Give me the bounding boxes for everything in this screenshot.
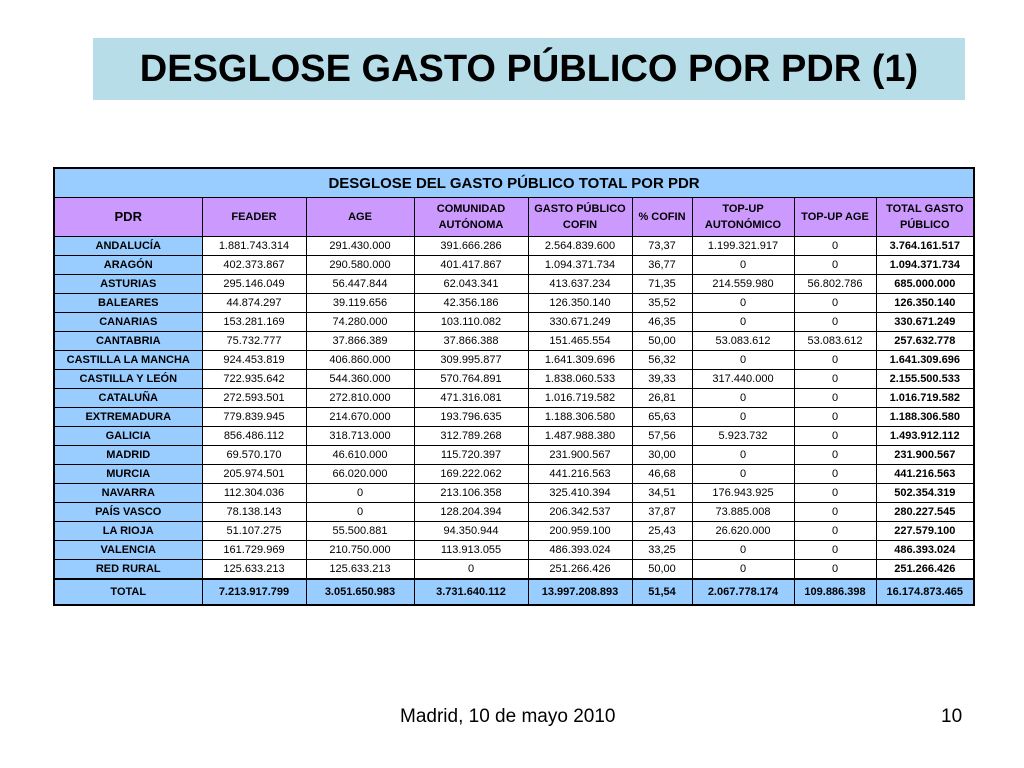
table-cell: 36,77: [632, 256, 692, 275]
table-cell: 1.199.321.917: [692, 237, 794, 256]
row-region-label: MURCIA: [54, 465, 202, 484]
table-cell: 0: [794, 541, 876, 560]
row-total-cell: 502.354.319: [876, 484, 974, 503]
table-cell: 317.440.000: [692, 370, 794, 389]
table-cell: 231.900.567: [528, 446, 632, 465]
table-cell: 272.593.501: [202, 389, 306, 408]
header-age: AGE: [306, 198, 414, 237]
table-cell: 113.913.055: [414, 541, 528, 560]
table-cell: 0: [692, 389, 794, 408]
table-cell: 2.564.839.600: [528, 237, 632, 256]
table-row: [54, 408, 974, 427]
table-cell: 33,25: [632, 541, 692, 560]
table-row: [54, 370, 974, 389]
header-pdr: PDR: [54, 198, 202, 237]
row-total-cell: 3.764.161.517: [876, 237, 974, 256]
row-total-cell: 1.094.371.734: [876, 256, 974, 275]
row-total-cell: 1.493.912.112: [876, 427, 974, 446]
table-cell: 37.866.388: [414, 332, 528, 351]
table-cell: 856.486.112: [202, 427, 306, 446]
table-cell: 406.860.000: [306, 351, 414, 370]
table-cell: 56.447.844: [306, 275, 414, 294]
table-cell: 56.802.786: [794, 275, 876, 294]
total-comunidad-autonoma: 3.731.640.112: [414, 579, 528, 605]
table-cell: 73.885.008: [692, 503, 794, 522]
table-cell: 214.559.980: [692, 275, 794, 294]
row-region-label: ARAGÓN: [54, 256, 202, 275]
table-cell: 151.465.554: [528, 332, 632, 351]
table-cell: 0: [692, 465, 794, 484]
table-cell: 0: [306, 484, 414, 503]
page-number: 10: [941, 706, 963, 727]
row-total-cell: 1.641.309.696: [876, 351, 974, 370]
table-cell: 103.110.082: [414, 313, 528, 332]
table-cell: 0: [692, 313, 794, 332]
table-cell: 0: [794, 313, 876, 332]
table-cell: 42.356.186: [414, 294, 528, 313]
table-cell: 125.633.213: [306, 560, 414, 580]
table-cell: 55.500.881: [306, 522, 414, 541]
table-cell: 34,51: [632, 484, 692, 503]
table-cell: 71,35: [632, 275, 692, 294]
table-cell: 56,32: [632, 351, 692, 370]
table-cell: 441.216.563: [528, 465, 632, 484]
total-feader: 7.213.917.799: [202, 579, 306, 605]
table-cell: 39,33: [632, 370, 692, 389]
table-cell: 924.453.819: [202, 351, 306, 370]
row-total-cell: 1.016.719.582: [876, 389, 974, 408]
row-total-cell: 251.266.426: [876, 560, 974, 580]
row-region-label: PAÍS VASCO: [54, 503, 202, 522]
table-cell: 53.083.612: [794, 332, 876, 351]
table-row: [54, 237, 974, 256]
table-cell: 413.637.234: [528, 275, 632, 294]
table-cell: 193.796.635: [414, 408, 528, 427]
table-caption: DESGLOSE DEL GASTO PÚBLICO TOTAL POR PDR: [54, 168, 974, 198]
table-cell: 44.874.297: [202, 294, 306, 313]
table-cell: 65,63: [632, 408, 692, 427]
table-cell: 0: [794, 408, 876, 427]
table-cell: 0: [692, 541, 794, 560]
table-row: [54, 427, 974, 446]
table-cell: 295.146.049: [202, 275, 306, 294]
table-cell: 0: [692, 446, 794, 465]
row-region-label: CASTILLA Y LEÓN: [54, 370, 202, 389]
row-total-cell: 441.216.563: [876, 465, 974, 484]
table-cell: 115.720.397: [414, 446, 528, 465]
table-cell: 471.316.081: [414, 389, 528, 408]
table-cell: 51.107.275: [202, 522, 306, 541]
row-total-cell: 486.393.024: [876, 541, 974, 560]
table-cell: 0: [794, 427, 876, 446]
table-row: [54, 351, 974, 370]
table-cell: 312.789.268: [414, 427, 528, 446]
table-cell: 325.410.394: [528, 484, 632, 503]
table-row: [54, 294, 974, 313]
row-region-label: CANARIAS: [54, 313, 202, 332]
table-row: [54, 256, 974, 275]
table-cell: 251.266.426: [528, 560, 632, 580]
table-cell: 206.342.537: [528, 503, 632, 522]
table-row: [54, 275, 974, 294]
table-cell: 50,00: [632, 560, 692, 580]
table-cell: 153.281.169: [202, 313, 306, 332]
row-total-cell: 280.227.545: [876, 503, 974, 522]
table-cell: 57,56: [632, 427, 692, 446]
total-pct-cofin: 51,54: [632, 579, 692, 605]
table-row: [54, 484, 974, 503]
row-region-label: EXTREMADURA: [54, 408, 202, 427]
table-cell: 0: [794, 446, 876, 465]
table-cell: 53.083.612: [692, 332, 794, 351]
table-cell: 0: [794, 351, 876, 370]
table-cell: 779.839.945: [202, 408, 306, 427]
table-cell: 0: [794, 389, 876, 408]
table-cell: 169.222.062: [414, 465, 528, 484]
table-cell: 73,37: [632, 237, 692, 256]
table-cell: 66.020.000: [306, 465, 414, 484]
table-cell: 62.043.341: [414, 275, 528, 294]
table-cell: 0: [692, 560, 794, 580]
header-feader: FEADER: [202, 198, 306, 237]
table-cell: 176.943.925: [692, 484, 794, 503]
table-cell: 213.106.358: [414, 484, 528, 503]
table-cell: 46,35: [632, 313, 692, 332]
table-cell: 272.810.000: [306, 389, 414, 408]
row-total-cell: 2.155.500.533: [876, 370, 974, 389]
table-total-row: [54, 579, 974, 605]
table-cell: 37.866.389: [306, 332, 414, 351]
table-body: [54, 237, 974, 580]
table-cell: 290.580.000: [306, 256, 414, 275]
total-top-up-age: 109.886.398: [794, 579, 876, 605]
table-cell: 214.670.000: [306, 408, 414, 427]
total-gasto-publico-cofin: 13.997.208.893: [528, 579, 632, 605]
table-cell: 722.935.642: [202, 370, 306, 389]
table-cell: 112.304.036: [202, 484, 306, 503]
table-cell: 0: [794, 503, 876, 522]
table-row: [54, 389, 974, 408]
table-cell: 126.350.140: [528, 294, 632, 313]
table-cell: 46.610.000: [306, 446, 414, 465]
header-gasto-publico-cofin: GASTO PÚBLICO COFIN: [528, 198, 632, 237]
table-row: [54, 522, 974, 541]
table-cell: 309.995.877: [414, 351, 528, 370]
table-cell: 0: [692, 351, 794, 370]
table-cell: 26,81: [632, 389, 692, 408]
table-cell: 0: [794, 370, 876, 389]
total-top-up-autonomico: 2.067.778.174: [692, 579, 794, 605]
row-total-cell: 126.350.140: [876, 294, 974, 313]
row-region-label: NAVARRA: [54, 484, 202, 503]
table-cell: 5.923.732: [692, 427, 794, 446]
table-cell: 25,43: [632, 522, 692, 541]
table-cell: 210.750.000: [306, 541, 414, 560]
total-gasto-publico: 16.174.873.465: [876, 579, 974, 605]
table-cell: 0: [692, 408, 794, 427]
table-cell: 200.959.100: [528, 522, 632, 541]
table-cell: 1.641.309.696: [528, 351, 632, 370]
row-region-label: CASTILLA LA MANCHA: [54, 351, 202, 370]
table-cell: 205.974.501: [202, 465, 306, 484]
table-cell: 1.094.371.734: [528, 256, 632, 275]
table-cell: 291.430.000: [306, 237, 414, 256]
table-cell: 39.119.656: [306, 294, 414, 313]
table-cell: 391.666.286: [414, 237, 528, 256]
table-cell: 1.487.988.380: [528, 427, 632, 446]
table-cell: 1.016.719.582: [528, 389, 632, 408]
table-cell: 35,52: [632, 294, 692, 313]
row-region-label: MADRID: [54, 446, 202, 465]
row-total-cell: 685.000.000: [876, 275, 974, 294]
slide-title-box: [93, 38, 965, 100]
table-cell: 0: [794, 256, 876, 275]
header-total-gasto-publico: TOTAL GASTO PÚBLICO: [876, 198, 974, 237]
footer-date: Madrid, 10 de mayo 2010: [400, 706, 616, 727]
row-region-label: BALEARES: [54, 294, 202, 313]
table-cell: 1.188.306.580: [528, 408, 632, 427]
table-cell: 128.204.394: [414, 503, 528, 522]
total-label: TOTAL: [54, 579, 202, 605]
table-row: [54, 332, 974, 351]
table-cell: 50,00: [632, 332, 692, 351]
table-cell: 544.360.000: [306, 370, 414, 389]
table-row: [54, 313, 974, 332]
table-cell: 78.138.143: [202, 503, 306, 522]
table-cell: 402.373.867: [202, 256, 306, 275]
table-cell: 0: [692, 256, 794, 275]
header-pct-cofin: % COFIN: [632, 198, 692, 237]
table-cell: 161.729.969: [202, 541, 306, 560]
row-region-label: LA RIOJA: [54, 522, 202, 541]
table-cell: 570.764.891: [414, 370, 528, 389]
table-row: [54, 465, 974, 484]
table-cell: 26.620.000: [692, 522, 794, 541]
row-region-label: RED RURAL: [54, 560, 202, 580]
table-cell: 30,00: [632, 446, 692, 465]
table-cell: 69.570.170: [202, 446, 306, 465]
table-row: [54, 446, 974, 465]
table-cell: 0: [306, 503, 414, 522]
table-cell: 125.633.213: [202, 560, 306, 580]
table-cell: 75.732.777: [202, 332, 306, 351]
table-cell: 0: [794, 522, 876, 541]
row-region-label: CANTABRIA: [54, 332, 202, 351]
table-cell: 330.671.249: [528, 313, 632, 332]
table-cell: 37,87: [632, 503, 692, 522]
table-cell: 0: [794, 294, 876, 313]
table-cell: 1.838.060.533: [528, 370, 632, 389]
row-total-cell: 231.900.567: [876, 446, 974, 465]
table-cell: 0: [692, 294, 794, 313]
table-cell: 0: [794, 560, 876, 580]
table-cell: 0: [794, 465, 876, 484]
row-region-label: GALICIA: [54, 427, 202, 446]
row-total-cell: 257.632.778: [876, 332, 974, 351]
gasto-table: [53, 167, 975, 606]
row-region-label: ANDALUCÍA: [54, 237, 202, 256]
table-header-row: [54, 198, 974, 237]
table-cell: 0: [794, 237, 876, 256]
row-total-cell: 1.188.306.580: [876, 408, 974, 427]
row-total-cell: 227.579.100: [876, 522, 974, 541]
table-row: [54, 560, 974, 580]
table-row: [54, 541, 974, 560]
table-cell: 74.280.000: [306, 313, 414, 332]
table-cell: 401.417.867: [414, 256, 528, 275]
row-region-label: ASTURIAS: [54, 275, 202, 294]
table-cell: 1.881.743.314: [202, 237, 306, 256]
table-row: [54, 503, 974, 522]
table-cell: 94.350.944: [414, 522, 528, 541]
table-cell: 486.393.024: [528, 541, 632, 560]
row-total-cell: 330.671.249: [876, 313, 974, 332]
table-cell: 46,68: [632, 465, 692, 484]
row-region-label: CATALUÑA: [54, 389, 202, 408]
table-cell: 0: [414, 560, 528, 580]
total-age: 3.051.650.983: [306, 579, 414, 605]
header-comunidad-autonoma: COMUNIDAD AUTÓNOMA: [414, 198, 528, 237]
header-top-up-age: TOP-UP AGE: [794, 198, 876, 237]
table-cell: 318.713.000: [306, 427, 414, 446]
slide-title: DESGLOSE GASTO PÚBLICO POR PDR (1): [139, 47, 919, 90]
table-cell: 0: [794, 484, 876, 503]
row-region-label: VALENCIA: [54, 541, 202, 560]
header-top-up-autonomico: TOP-UP AUTONÓMICO: [692, 198, 794, 237]
